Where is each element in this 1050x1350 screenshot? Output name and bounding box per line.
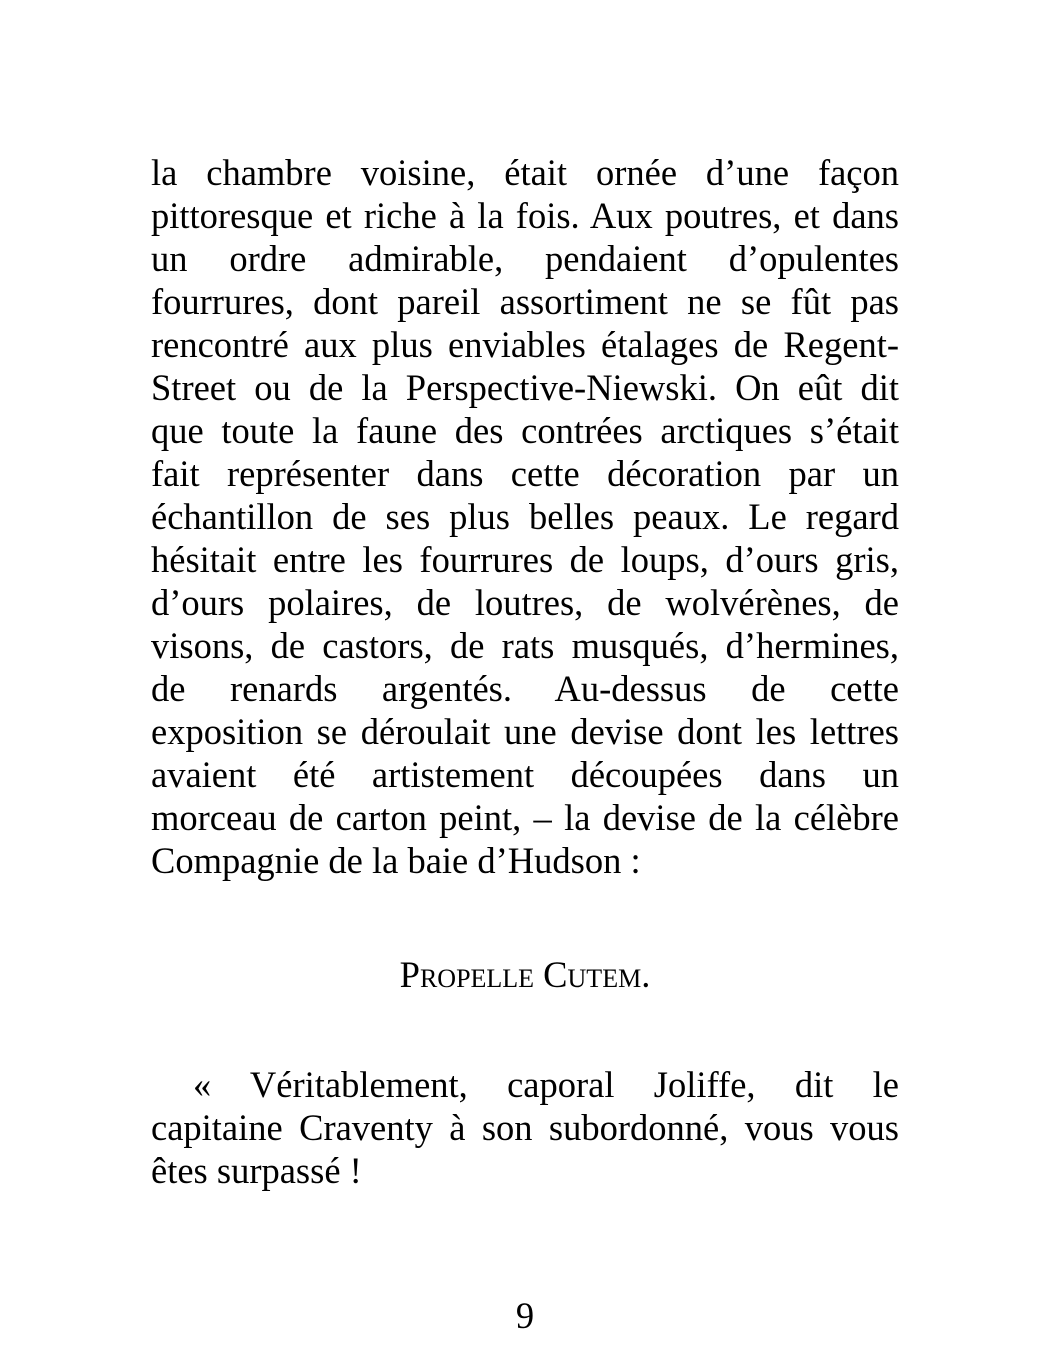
text-line: la chambre voisine, était ornée d’une façon	[151, 152, 899, 193]
text-line: fait représenter dans cette décoration par un	[151, 453, 899, 494]
text-line: fourrures, dont pareil assortiment ne se fût pas	[151, 281, 899, 322]
text-line: pittoresque et riche à la fois. Aux poutres, et dans	[151, 195, 899, 236]
text-line: un ordre admirable, pendaient d’opulentes	[151, 238, 899, 279]
page-number: 9	[515, 1295, 535, 1336]
text-line: exposition se déroulait une devise dont les lettres	[151, 711, 899, 752]
text-line: visons, de castors, de rats musqués, d’hermines,	[151, 625, 899, 666]
text-line: de renards argentés. Au-dessus de cette	[151, 668, 899, 709]
text-line: que toute la faune des contrées arctiques s’était	[151, 410, 899, 451]
text-line: Compagnie de la baie d’Hudson :	[151, 840, 641, 881]
text-line: rencontré aux plus enviables étalages de Regent-	[151, 324, 899, 365]
text-line: êtes surpassé !	[151, 1150, 362, 1191]
text-line: capitaine Craventy à son subordonné, vous vous	[151, 1107, 899, 1148]
text-line: échantillon de ses plus belles peaux. Le regard	[151, 496, 899, 537]
text-line: avaient été artistement découpées dans un	[151, 754, 899, 795]
text-line: « Véritablement, caporal Joliffe, dit le	[193, 1064, 899, 1105]
text-line: Street ou de la Perspective-Niewski. On eût dit	[151, 367, 899, 408]
text-line: hésitait entre les fourrures de loups, d’ours gris,	[151, 539, 899, 580]
text-line: d’ours polaires, de loutres, de wolvérènes, de	[151, 582, 899, 623]
text-line: morceau de carton peint, – la devise de la célèbre	[151, 797, 899, 838]
company-motto: Propelle Cutem.	[399, 954, 651, 995]
